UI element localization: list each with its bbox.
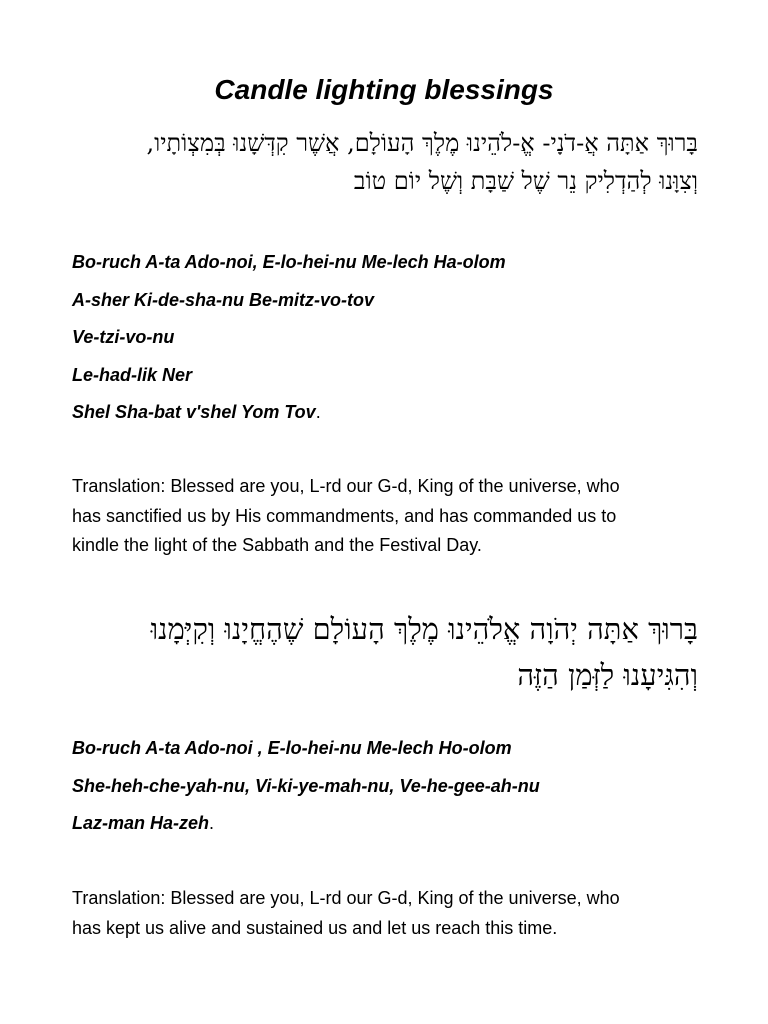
hebrew-line: בָּרוּךְ אַתָּה יְהֹוָה אֱלֹהֵינוּ מֶלֶךְ הָעוֹלָם שֶׁהֶחֱיָנוּ וְקִיְּמָנוּ [150,612,698,646]
page-title: Candle lighting blessings [214,74,554,105]
hebrew-blessing-shabbat [72,124,698,200]
transliteration-text: Shel Sha-bat v'shel Yom Tov [72,402,316,422]
transliteration-line: Bo-ruch A-ta Ado-noi, E-lo-hei-nu Me-lech Ha-olom [72,252,506,272]
translation-line: has sanctified us by His commandments, and has commanded us to [72,505,617,526]
transliteration-text: Laz-man Ha-zeh [72,813,210,833]
transliteration-line: A-sher Ki-de-sha-nu Be-mitz-vo-tov [72,289,375,310]
translation-shabbat [72,472,698,561]
transliteration-period: . [315,402,321,422]
hebrew-blessing-shehecheyanu [72,606,698,698]
translation-line: Translation: Blessed are you, L-rd our G-d, King of the universe, who [72,888,620,908]
hebrew-line: וְהִגִּיעָנוּ לַזְּמַן הַזֶּה [517,658,698,692]
transliteration-shabbat [72,250,702,438]
transliteration-line [72,811,702,849]
translation-line: has kept us alive and sustained us and let us reach this time. [72,917,558,938]
translation-shehecheyanu [72,884,698,943]
transliteration-shehecheyanu [72,736,702,849]
transliteration-line [72,400,702,438]
translation-line: Translation: Blessed are you, L-rd our G-d, King of the universe, who [72,476,620,496]
transliteration-line: Le-had-lik Ner [72,364,193,385]
transliteration-line: She-heh-che-yah-nu, Vi-ki-ye-mah-nu, Ve-he-gee-ah-nu [72,775,540,796]
translation-line: kindle the light of the Sabbath and the Festival Day. [72,535,482,555]
hebrew-line: וְצִוָּנוּ לְהַדְלִיק נֵר שֶׁל שַׁבָּת וְשֶׁל יוֹם טוֹב [353,167,698,195]
transliteration-line: Bo-ruch A-ta Ado-noi , E-lo-hei-nu Me-lech Ho-olom [72,738,512,758]
transliteration-period: . [209,813,215,833]
hebrew-line: בָּרוּךְ אַתָּה אֲ-דֹנָי- אֱ-לֹהֵינוּ מֶלֶךְ הָעוֹלָם, אֲשֶׁר קִדְּשָׁנוּ בְּמִצְוֹתָיו, [146,129,698,157]
transliteration-line: Ve-tzi-vo-nu [72,327,175,347]
